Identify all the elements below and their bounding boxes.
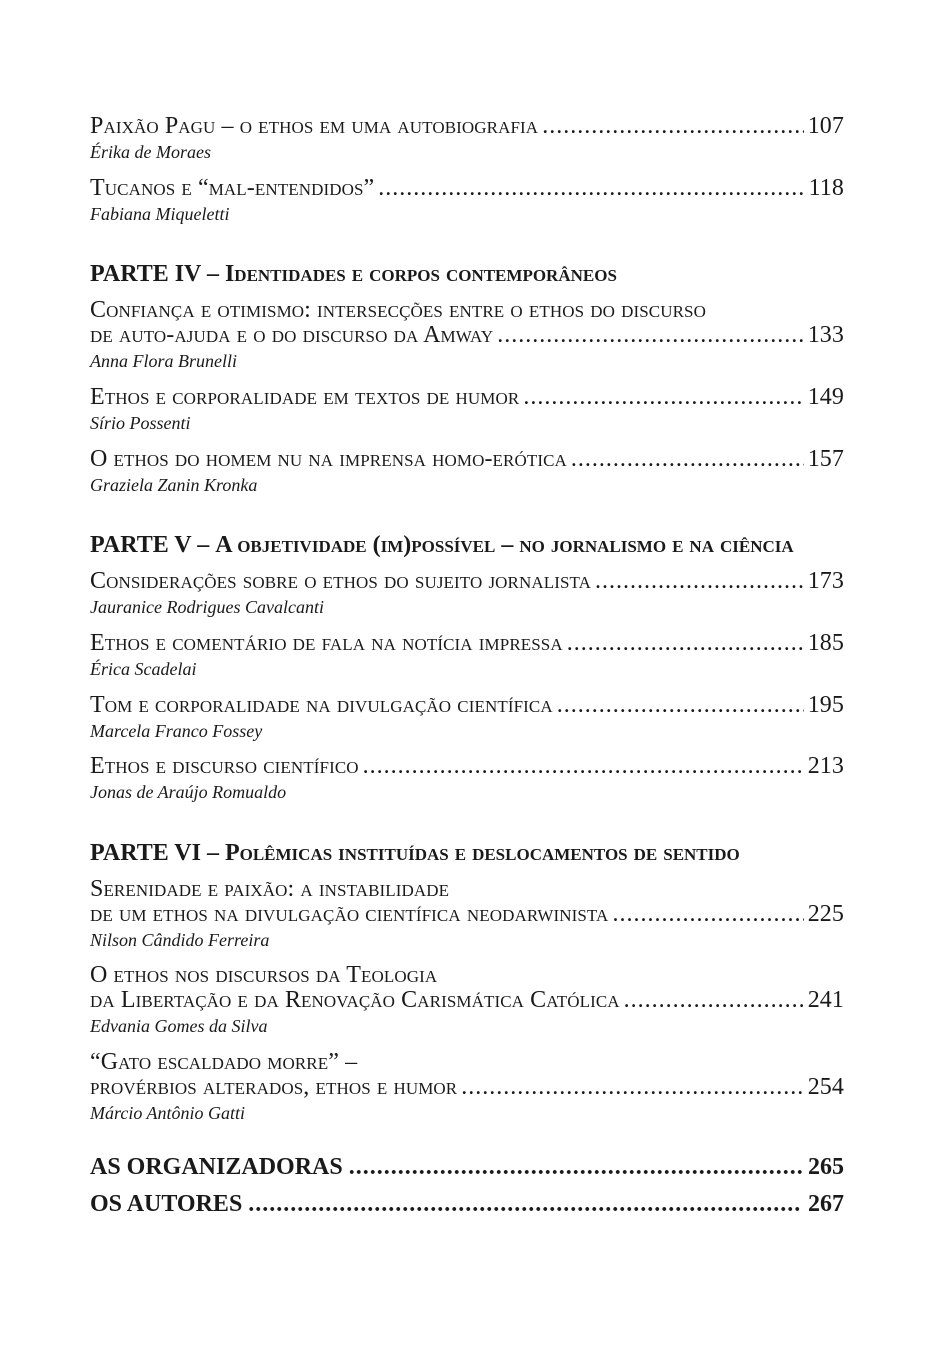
toc-entry-title: da Libertação e da Renovação Carismática Católica [90,987,620,1013]
toc-entry-title: Ethos e discurso científico [90,753,359,779]
toc-entry[interactable] [90,754,844,803]
toc-entry-line [90,963,844,988]
toc-entry-title: de auto-ajuda e o do discurso da Amway [90,322,494,348]
toc-entry-line [90,298,844,323]
toc-entry-page: 118 [808,175,844,201]
toc-entry[interactable] [90,693,844,742]
part-title: Identidades e corpos contemporâneos [224,261,617,287]
toc-entry-page: 173 [807,568,844,594]
toc-entry[interactable] [90,631,844,680]
part-label: PARTE VI [90,840,201,866]
toc-entry-page: 265 [808,1154,844,1180]
part-title: Polêmicas instituídas e deslocamentos de sentido [224,840,740,866]
toc-entry-title-line1: “Gato escaldado morre” – [90,1049,358,1075]
dot-leader [557,693,804,718]
toc-entry[interactable] [90,176,844,225]
dot-leader [497,323,803,348]
dot-leader [461,1075,803,1100]
toc-entry-author: Edvania Gomes da Silva [90,1016,268,1036]
toc-entry-page: 195 [807,692,844,718]
toc-entry-title-line1: O ethos nos discursos da Teologia [90,962,438,988]
toc-entry-line [90,988,844,1013]
toc-entry-page: 241 [807,987,844,1013]
toc-entry-title: provérbios alterados, ethos e humor [90,1074,458,1100]
toc-entry-page: 107 [807,113,844,139]
toc-entry[interactable] [90,385,844,434]
toc-entry-line [90,631,844,656]
part-title: A objetividade (im)possível – no jornalismo e na ciência [215,532,794,558]
toc-entry-title: Considerações sobre o ethos do sujeito jornalista [90,568,592,594]
toc-entry-line [90,569,844,594]
toc-final-entry-authors[interactable] [90,1191,844,1217]
toc-entry-line [90,176,844,201]
toc-entry-line [90,385,844,410]
toc-entry[interactable] [90,114,844,163]
dot-leader [363,754,804,779]
part-heading: PARTE IV – Identidades e corpos contemporâneos [90,261,617,287]
toc-entry-page: 157 [807,446,844,472]
toc-entry[interactable] [90,569,844,618]
toc-entry-author: Nilson Cândido Ferreira [90,930,270,950]
toc-final-entry-organizers[interactable] [90,1154,844,1180]
toc-entry-page: 267 [808,1191,844,1217]
toc-entry-title-line1: Serenidade e paixão: a instabilidade [90,876,450,902]
dot-leader [542,114,804,139]
toc-entry-page: 185 [807,630,844,656]
part-heading: PARTE VI – Polêmicas instituídas e deslocamentos de sentido [90,840,740,866]
toc-entry-page: 133 [807,322,844,348]
toc-entry[interactable] [90,963,844,1037]
toc-entry-line [90,693,844,718]
dot-leader [523,385,803,410]
toc-entry-line [90,1050,844,1075]
toc-entry-author: Márcio Antônio Gatti [90,1103,245,1123]
toc-entry-title: Paixão Pagu – o ethos em uma autobiografia [90,113,539,139]
toc-entry-author: Anna Flora Brunelli [90,351,237,371]
toc-entry-title: Ethos e corporalidade em textos de humor [90,384,520,410]
dot-leader [349,1154,802,1180]
dot-leader [567,631,804,656]
toc-entry-line [90,1075,844,1100]
dot-leader [378,176,804,201]
toc-entry[interactable] [90,447,844,496]
dot-leader [571,447,804,472]
dot-leader [612,902,803,927]
part-heading: PARTE V – A objetividade (im)possível – no jornalismo e na ciência [90,532,794,558]
toc-entry-title: Tucanos e “mal-entendidos” [90,175,375,201]
toc-entry-title: O ethos do homem nu na imprensa homo-erótica [90,446,567,472]
toc-entry-line [90,902,844,927]
toc-entry-line [90,447,844,472]
dot-leader [624,988,804,1013]
toc-entry-title: de um ethos na divulgação científica neodarwinista [90,901,609,927]
toc-entry-author: Jonas de Araújo Romualdo [90,782,287,802]
toc-entry-page: 149 [807,384,844,410]
toc-entry-author: Fabiana Miqueletti [90,204,230,224]
toc-entry-author: Marcela Franco Fossey [90,721,263,741]
part-label: PARTE V [90,532,192,558]
toc-entry-author: Érika de Moraes [90,142,211,162]
toc-entry-title-line1: Confiança e otimismo: intersecções entre o ethos do discurso [90,297,706,323]
toc-entry-author: Graziela Zanin Kronka [90,475,258,495]
toc-entry-title: Ethos e comentário de fala na notícia impressa [90,630,563,656]
toc-entry-title: AS ORGANIZADORAS [90,1154,343,1180]
toc-entry[interactable] [90,1050,844,1124]
dot-leader [248,1191,802,1217]
toc-entry-page: 254 [807,1074,844,1100]
toc-entry-line [90,754,844,779]
toc-entry-title: Tom e corporalidade na divulgação científica [90,692,553,718]
part-label: PARTE IV [90,261,201,287]
toc-entry[interactable] [90,877,844,951]
toc-entry-line [90,323,844,348]
toc-entry-title: OS AUTORES [90,1191,243,1217]
toc-entry-line [90,877,844,902]
toc-entry-author: Érica Scadelai [90,659,197,679]
toc-entry-page: 225 [807,901,844,927]
toc-entry-author: Sírio Possenti [90,413,191,433]
toc-entry[interactable] [90,298,844,372]
dot-leader [595,569,804,594]
toc-entry-author: Jauranice Rodrigues Cavalcanti [90,597,324,617]
toc-entry-page: 213 [807,753,844,779]
toc-entry-line [90,114,844,139]
